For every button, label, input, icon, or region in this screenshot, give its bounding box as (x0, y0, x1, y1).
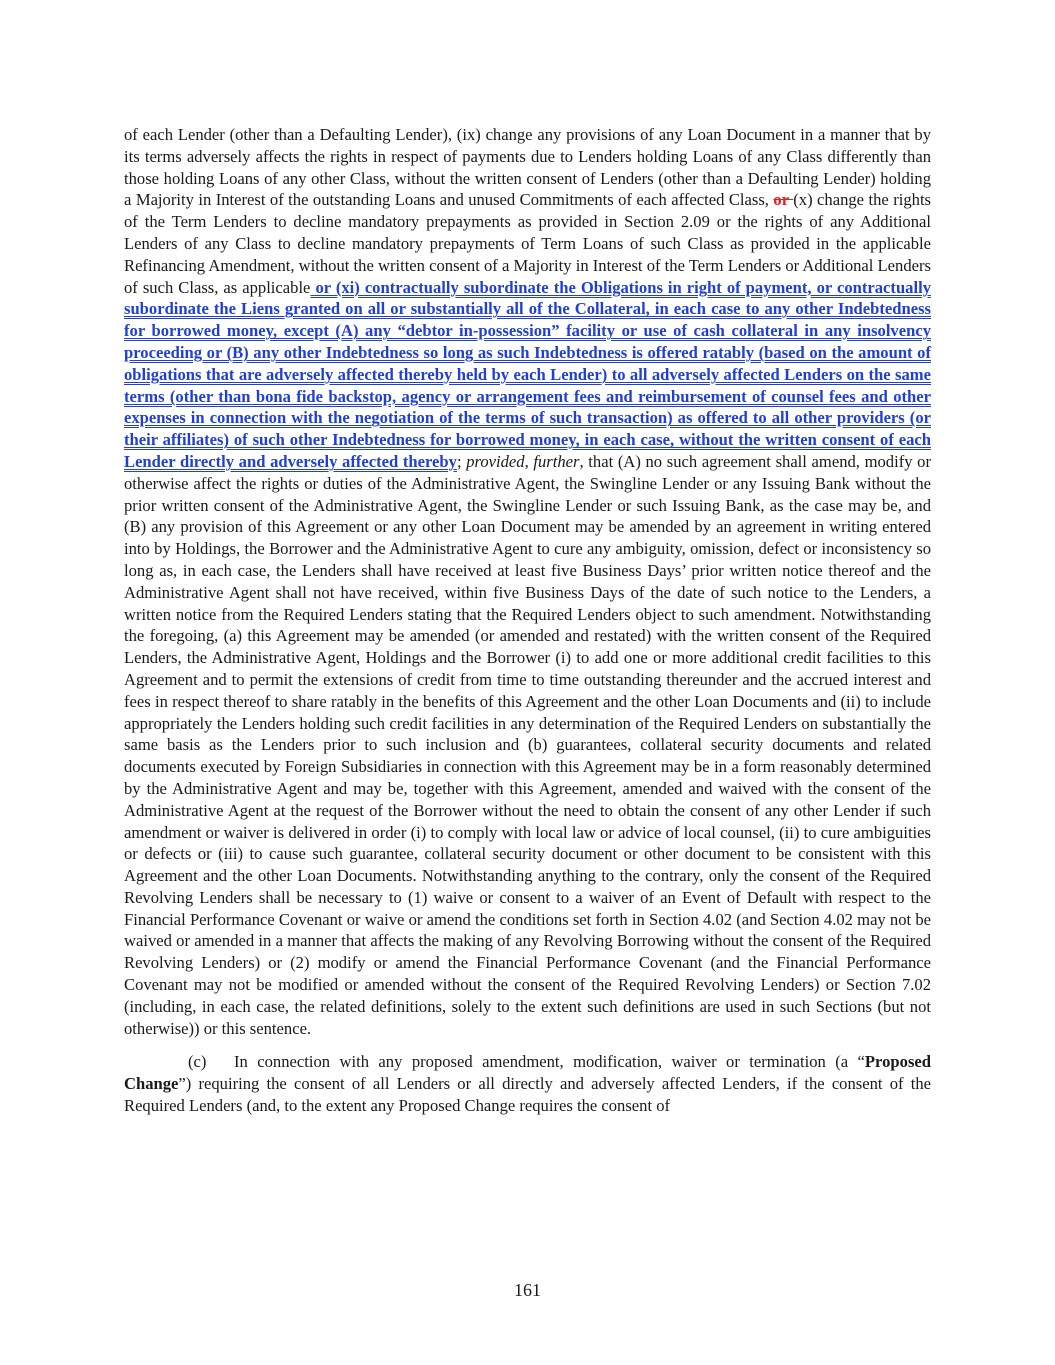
text-segment: , (524, 451, 534, 471)
italic-further: further (533, 451, 580, 471)
text-segment: In connection with any proposed amendment, modification, waiver or termination (a “ (234, 1052, 865, 1072)
text-segment: , that (A) no such agreement shall amend, modify or otherwise affect the rights or duties of the Administrative Agent, the Swingline Lender or any Issuing Bank without the prior written consent of the Administrative Agent, the Swingline Lender or such Issuing Bank, as the case may be, and (B) any provision of this Agreement or any other Loan Document may be amended by an agreement in writing entered into by Holdings, the Borrower and the Administrative Agent to cure any ambiguity, omission, defect or inconsistency so long as, in each case, the Lenders shall have received at least five Business Days’ prior written notice thereof and the Administrative Agent shall not have received, within five Business Days of the date of such notice to the Lenders, a written notice from the Required Lenders stating that the Required Lenders object to such amendment. Notwithstanding the foregoing, (a) this Agreement may be amended (or amended and restated) with the written consent of the Required Lenders, the Administrative Agent, Holdings and the Borrower (i) to add one or more additional credit facilities to this Agreement and to permit the extensions of credit from time to time outstanding thereunder and the accrued interest and fees in respect thereof to share ratably in the benefits of this Agreement and the other Loan Documents and (ii) to include appropriately the Lenders holding such credit facilities in any determination of the Required Lenders on substantially the same basis as the Lenders prior to such inclusion and (b) guarantees, collateral security documents and related documents executed by Foreign Subsidiaries in connection with this Agreement may be in a form reasonably determined by the Administrative Agent and may be, together with this Agreement, amended and waived with the consent of the Administrative Agent at the request of the Borrower without the need to obtain the consent of any other Lender if such amendment or waiver is delivered in order (i) to comply with local law or advice of local counsel, (ii) to cure ambiguities or defects or (iii) to cause such guarantee, collateral security document or other document to be consistent with this Agreement and the other Loan Documents. Notwithstanding anything to the contrary, only the consent of the Required Revolving Lenders shall be necessary to (1) waive or consent to a waiver of an Event of Default with respect to the Financial Performance Covenant or waive or amend the conditions set forth in Section 4.02 (and Section 4.02 may not be waived or amended in a manner that affects the making of any Revolving Borrowing without the consent of the Required Revolving Lenders) or (2) modify or amend the Financial Performance Covenant (and the Financial Performance Covenant may not be modified or amended without the consent of the Required Revolving Lenders) or Section 7.02 (including, in each case, the related definitions, solely to the extent such definitions are used in such Sections (but not otherwise)) or this sentence. (124, 451, 931, 1038)
text-segment: ; (456, 451, 467, 471)
document-page (124, 124, 931, 1117)
text-segment: (x) change the rights of the Term Lenders to decline mandatory prepayments as provided in Section 2.09 or the rights of any Additional Lenders of any Class to decline mandatory prepayments of Term Loans of such Class as provided in the applicable Refinancing Amendment, without the written consent of a Majority in Interest of the Term Lenders or Additional Lenders of such Class, as applicable (124, 190, 932, 297)
text-segment: ”) requiring the consent of all Lenders or all directly and adversely affected Lenders, if the consent of the Required Lenders (and, to the extent any Proposed Change requires the consent of (124, 1074, 931, 1116)
defined-term: Proposed Change (124, 1052, 931, 1094)
deleted-text: or (773, 190, 794, 210)
italic-provided: provided (466, 451, 525, 471)
page-number: 161 (514, 1280, 541, 1300)
text-segment: of each Lender (other than a Defaulting Lender), (ix) change any provisions of any Loan Document in a manner that by its terms adversely affects the rights in respect of payments due to Lenders holding Loans of any Class differently than those holding Loans of any other Class, without the written consent of Lenders (other than a Defaulting Lender) holding a Majority in Interest of the outstanding Loans and unused Commitments of each affected Class, (124, 125, 931, 210)
paragraph-amendments-continued (124, 124, 931, 1039)
paragraph-c (124, 1051, 931, 1116)
inserted-text: or (xi) contractually subordinate the Obligations in right of payment, or contractually subordinate the Liens granted on all or substantially all of the Collateral, in each case to any other Indebtedness for borrowed money, except (A) any “debtor in-possession” facility or use of cash collateral in any insolvency proceeding or (B) any other Indebtedness so long as such Indebtedness is offered ratably (based on the amount of obligations that are adversely affected thereby held by each Lender) to all adversely affected Lenders on the same terms (other than bona fide backstop, agency or arrangement fees and reimbursement of counsel fees and other expenses in connection with the negotiation of the terms of such transaction) as offered to all other providers (or their affiliates) of such other Indebtedness for borrowed money, in each case, without the written consent of each Lender directly and adversely affected thereby (124, 277, 931, 471)
clause-label: (c) (188, 1052, 207, 1072)
